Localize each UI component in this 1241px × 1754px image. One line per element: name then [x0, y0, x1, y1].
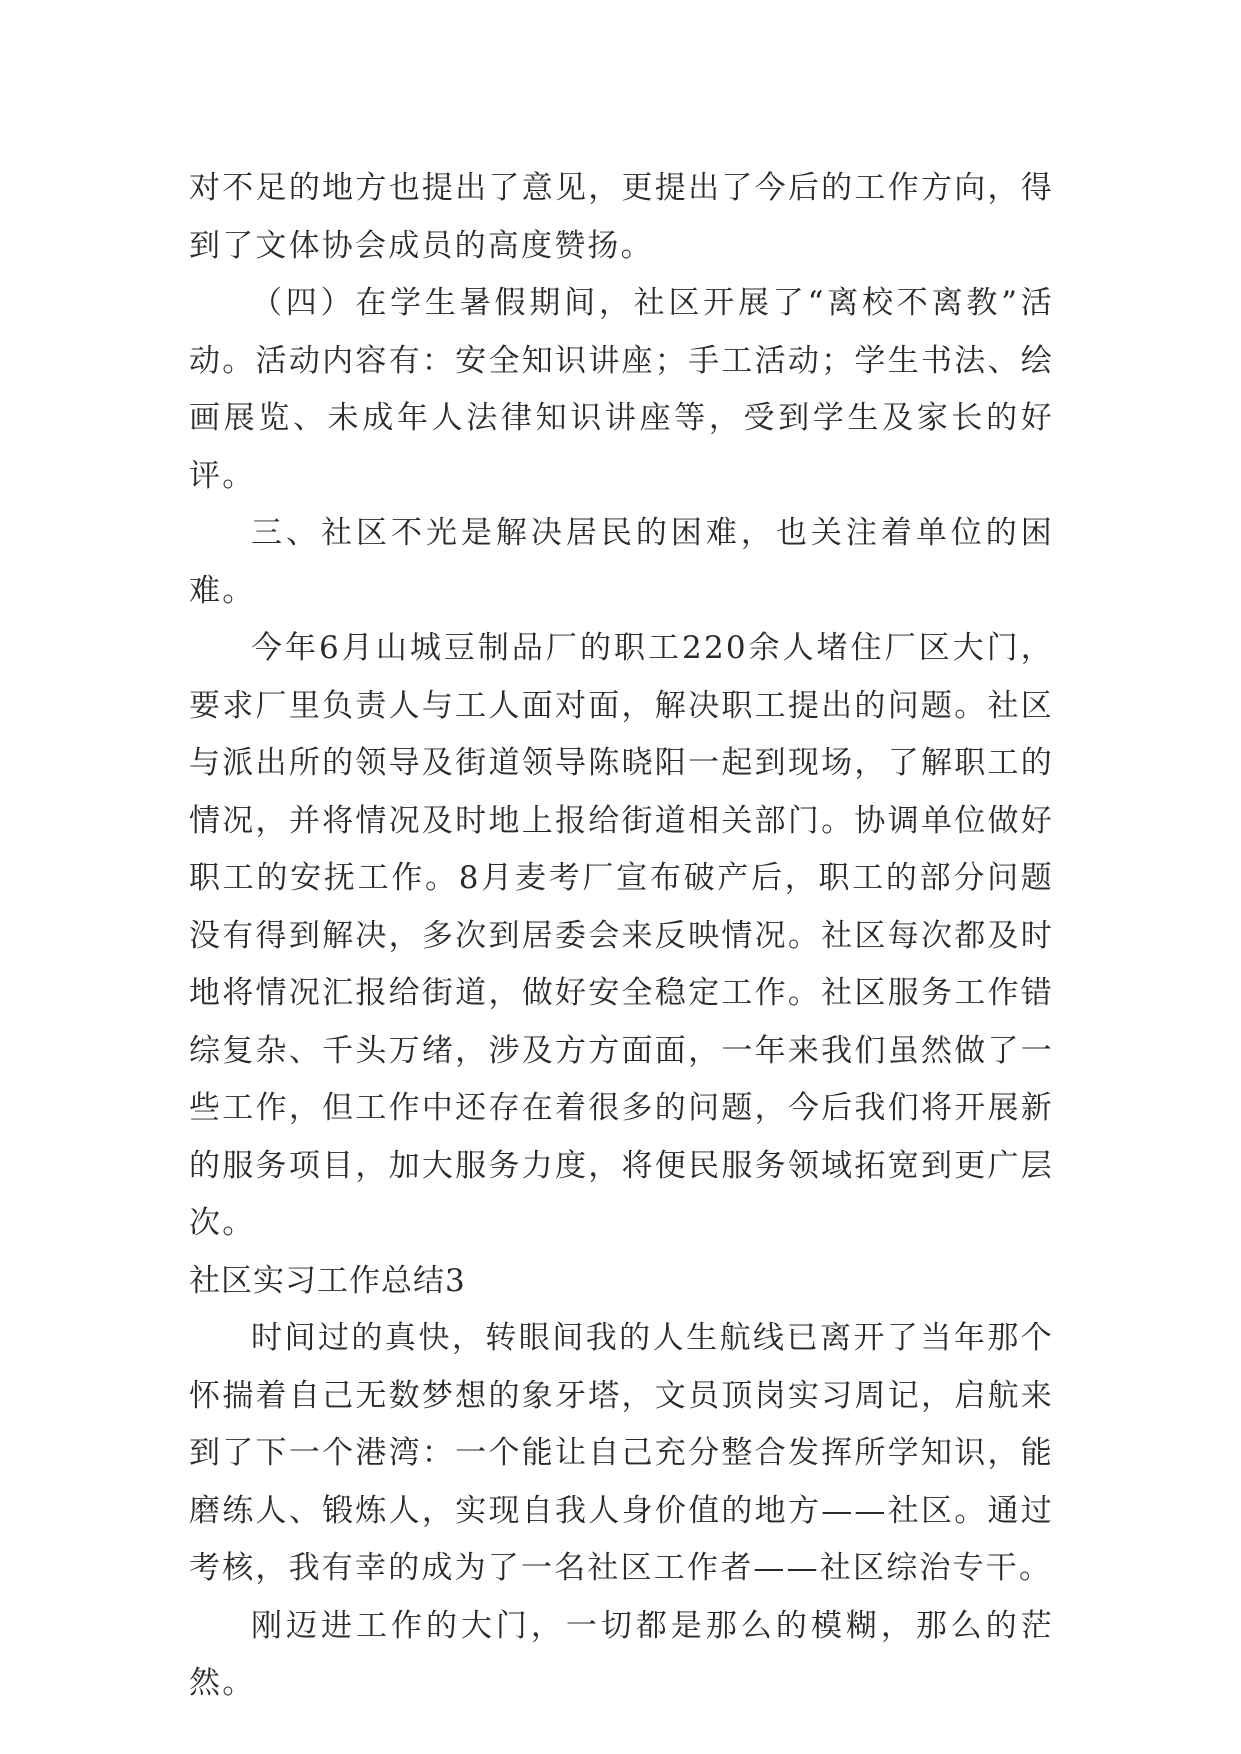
paragraph-section-three: 三、社区不光是解决居民的困难，也关注着单位的困难。 [189, 515, 1054, 609]
document-body [189, 160, 1054, 1713]
paragraph-internship-intro: 时间过的真快，转眼间我的人生航线已离开了当年那个怀揣着自己无数梦想的象牙塔，文员顶岗实习周记，启航来到了下一个港湾：一个能让自己充分整合发挥所学知识，能磨练人、锻炼人，实现自我人身价值的地方——社区。通过考核，我有幸的成为了一名社区工作者——社区综治专干。 [189, 1320, 1054, 1586]
paragraph-continuation: 对不足的地方也提出了意见，更提出了今后的工作方向，得到了文体协会成员的高度赞扬。 [189, 170, 1054, 264]
paragraph-summer-activity: （四）在学生暑假期间，社区开展了“离校不离教”活动。活动内容有：安全知识讲座；手工活动；学生书法、绘画展览、未成年人法律知识讲座等，受到学生及家长的好评。 [189, 285, 1054, 494]
paragraph-factory-workers: 今年6月山城豆制品厂的职工220余人堵住厂区大门，要求厂里负责人与工人面对面，解决职工提出的问题。社区与派出所的领导及街道领导陈晓阳一起到现场，了解职工的情况，并将情况及时地上报给街道相关部门。协调单位做好职工的安抚工作。8月麦考厂宣布破产后，职工的部分问题没有得到解决，多次到居委会来反映情况。社区每次都及时地将情况汇报给街道，做好安全稳定工作。社区服务工作错综复杂、千头万绪，涉及方方面面，一年来我们虽然做了一些工作，但工作中还存在着很多的问题，今后我们将开展新的服务项目，加大服务力度，将便民服务领域拓宽到更广层次。 [189, 630, 1054, 1241]
paragraph-first-day: 刚迈进工作的大门，一切都是那么的模糊，那么的茫然。 [189, 1607, 1054, 1701]
section-heading: 社区实习工作总结3 [189, 1262, 466, 1299]
